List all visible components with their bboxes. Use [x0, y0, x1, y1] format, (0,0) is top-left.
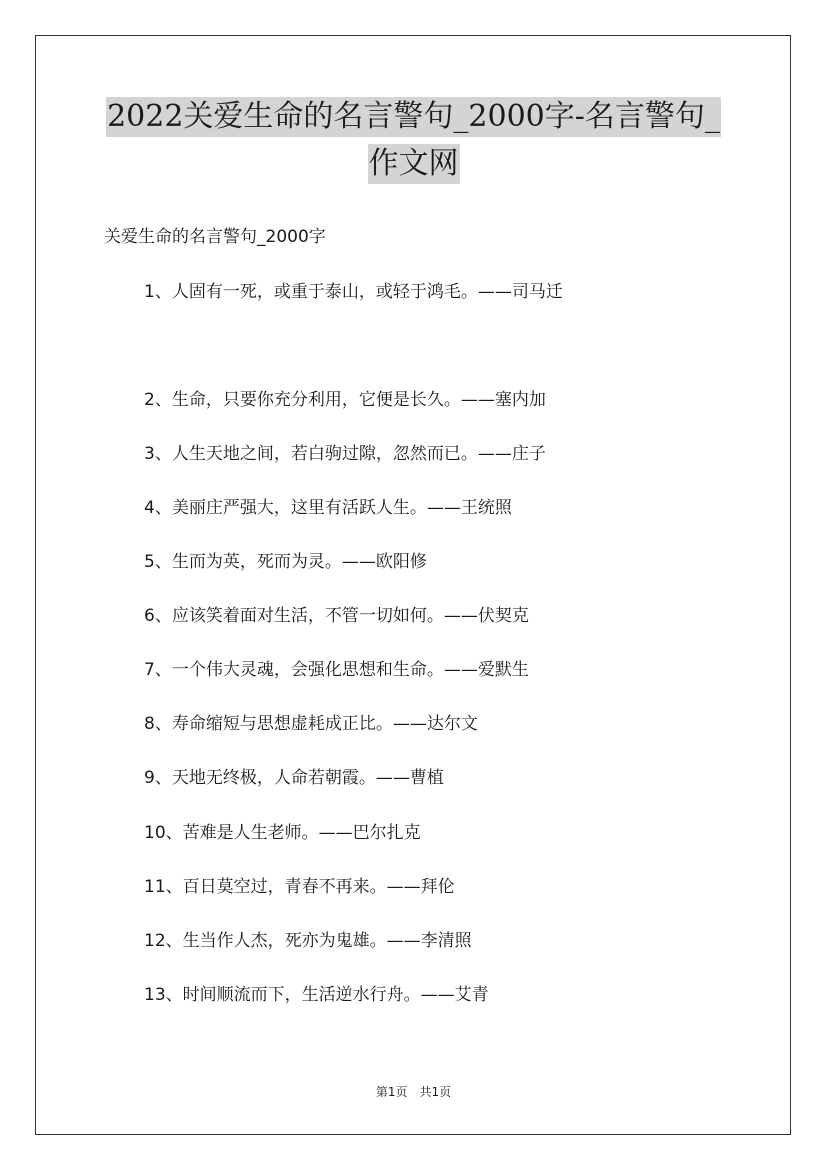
quote-item: 2、生命，只要你充分利用，它便是长久。——塞内加 — [144, 390, 546, 410]
quote-item: 3、人生天地之间，若白驹过隙，忽然而已。——庄子 — [144, 444, 546, 464]
quote-item: 9、天地无终极，人命若朝霞。——曹植 — [144, 768, 444, 788]
quote-item: 10、苦难是人生老师。——巴尔扎克 — [144, 823, 421, 843]
quote-item: 12、生当作人杰，死亦为鬼雄。——李清照 — [144, 931, 472, 951]
page-footer — [0, 1083, 827, 1101]
quote-item: 4、美丽庄严强大，这里有活跃人生。——王统照 — [144, 498, 512, 518]
page-border — [35, 35, 791, 1135]
quote-item: 7、一个伟大灵魂，会强化思想和生命。——爱默生 — [144, 660, 529, 680]
title-line-1: 2022关爱生命的名言警句_2000字-名言警句_ — [106, 97, 721, 137]
document-title — [0, 97, 827, 184]
quote-item: 1、人固有一死，或重于泰山，或轻于鸿毛。——司马迁 — [144, 282, 563, 302]
quote-item: 6、应该笑着面对生活，不管一切如何。——伏契克 — [144, 606, 529, 626]
quote-item: 11、百日莫空过，青春不再来。——拜伦 — [144, 877, 455, 897]
quote-item: 13、时间顺流而下，生活逆水行舟。——艾青 — [144, 985, 489, 1005]
title-line-2: 作文网 — [368, 144, 460, 184]
quote-item: 5、生而为英，死而为灵。——欧阳修 — [144, 552, 427, 572]
page-count: 共1页 — [419, 1085, 452, 1099]
page-number: 第1页 — [375, 1085, 408, 1099]
quote-item: 8、寿命缩短与思想虚耗成正比。——达尔文 — [144, 714, 478, 734]
intro-heading: 关爱生命的名言警句_2000字 — [104, 227, 326, 247]
